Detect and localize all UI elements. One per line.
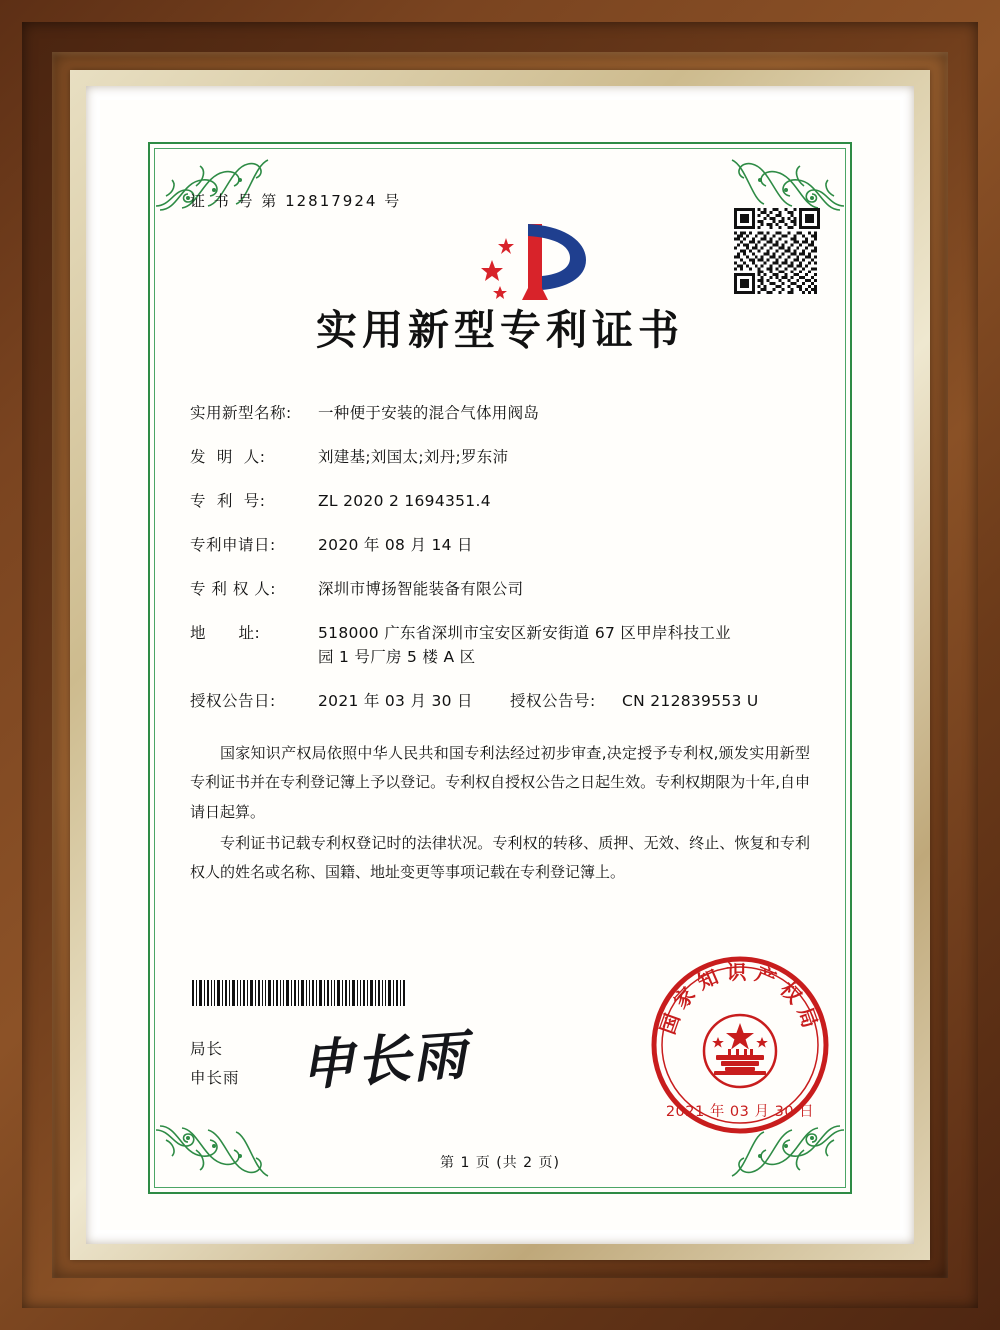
field-label: 发 明 人:	[190, 448, 266, 467]
signature-block	[190, 1035, 240, 1092]
handwritten-signature: 申长雨	[298, 1022, 471, 1098]
field-row-application-date	[190, 533, 810, 557]
field-label: 专利申请日:	[190, 536, 276, 555]
field-label: 专 利 号:	[190, 492, 266, 511]
seal-date: 2021 年 03 月 30 日	[665, 1104, 815, 1120]
field-value: 刘建基;刘国太;刘丹;罗东沛	[318, 448, 509, 467]
field-row-patentee	[190, 577, 810, 601]
legal-paragraph-1: 国家知识产权局依照中华人民共和国专利法经过初步审查,决定授予专利权,颁发实用新型专利证书并在专利登记簿上予以登记。专利权自授权公告之日起生效。专利权期限为十年,自申请日起算。	[190, 744, 810, 821]
svg-text:国家知识产权局: 国家知识产权局	[655, 960, 825, 1038]
address-line-1: 518000 广东省深圳市宝安区新安街道 67 区甲岸科技工业	[318, 624, 731, 643]
legal-paragraph-2: 专利证书记载专利权登记时的法律状况。专利权的转移、质押、无效、终止、恢复和专利权人的姓名或名称、国籍、地址变更等事项记载在专利登记簿上。	[190, 833, 810, 882]
announcement-date-group	[190, 689, 510, 713]
field-label: 授权公告号:	[510, 692, 596, 711]
address-line-2: 园 1 号厂房 5 楼 A 区	[318, 648, 476, 667]
certificate-page	[100, 100, 900, 1230]
field-label: 专 利 权 人:	[190, 580, 277, 599]
announcement-number-group	[510, 689, 810, 713]
field-value: 深圳市博扬智能装备有限公司	[318, 580, 524, 599]
field-value: 一种便于安装的混合气体用阀岛	[318, 404, 540, 422]
field-label: 实用新型名称:	[190, 404, 292, 422]
field-list	[190, 401, 810, 713]
certificate-number: 证 书 号 第 12817924 号	[190, 192, 402, 210]
field-value: CN 212839553 U	[622, 692, 759, 711]
field-label: 授权公告日:	[190, 692, 276, 711]
signature-name: 申长雨	[190, 1068, 240, 1087]
field-value-address	[318, 621, 810, 669]
page-title: 实用新型专利证书	[316, 306, 684, 354]
certificate-content	[190, 190, 810, 887]
signature-role: 局长	[190, 1040, 224, 1058]
field-row-announcement	[190, 689, 810, 713]
field-label: 地 址:	[190, 624, 261, 643]
barcode	[190, 980, 408, 1006]
field-value: 2021 年 03 月 30 日	[318, 692, 473, 711]
field-row-patent-number	[190, 489, 810, 513]
page-footer: 第 1 页 (共 2 页)	[440, 1155, 560, 1171]
field-value: 2020 年 08 月 14 日	[318, 536, 473, 555]
field-row-address	[190, 621, 810, 669]
field-row-inventors	[190, 445, 810, 469]
field-value: ZL 2020 2 1694351.4	[318, 492, 491, 511]
field-row-utility-model-name	[190, 401, 810, 425]
